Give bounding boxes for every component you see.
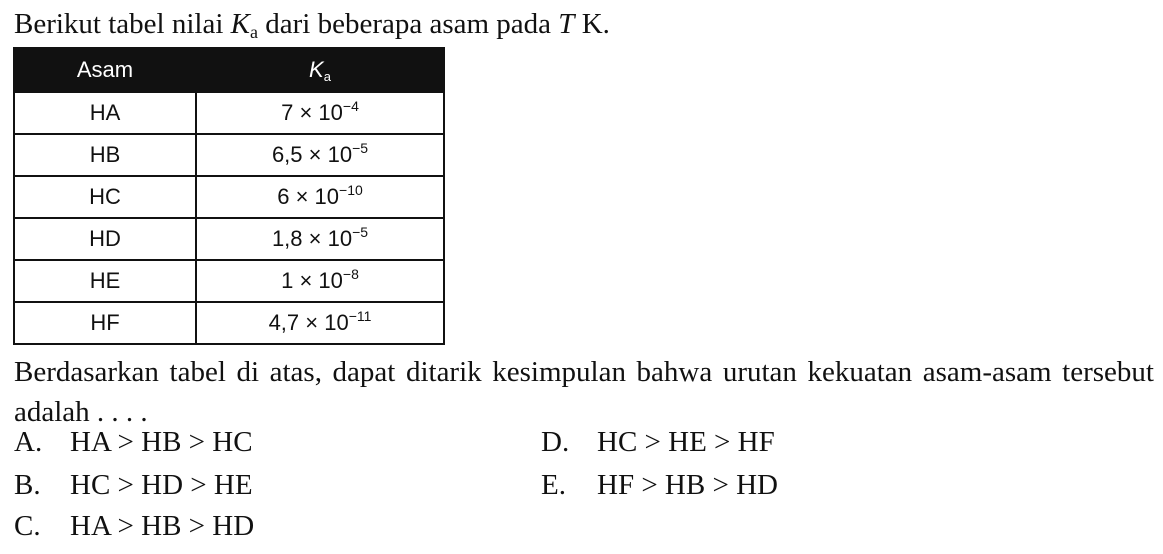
- table-row: [14, 92, 444, 134]
- ka-exponent: −11: [348, 308, 372, 324]
- acid-cell: HD: [14, 218, 196, 260]
- header-ka: [196, 48, 444, 92]
- ka-symbol: K: [230, 8, 250, 40]
- acid-cell: HB: [14, 134, 196, 176]
- intro-text-start: Berikut tabel nilai: [14, 8, 231, 40]
- option-letter: A.: [14, 426, 43, 458]
- header-ka-subscript: a: [323, 69, 331, 84]
- option-letter: D.: [541, 426, 570, 458]
- ka-mantissa: 1 × 10: [281, 268, 343, 293]
- option-letter: E.: [541, 469, 566, 501]
- temperature-symbol: T: [558, 8, 575, 40]
- header-ka-symbol: K: [309, 57, 324, 82]
- ka-exponent: −8: [342, 266, 359, 282]
- intro-text-end: K.: [574, 8, 610, 40]
- header-acid: Asam: [14, 48, 196, 92]
- ka-cell: [196, 176, 444, 218]
- ka-subscript: a: [249, 22, 258, 42]
- option-b[interactable]: [14, 467, 253, 503]
- ka-cell: [196, 302, 444, 344]
- ka-cell: [196, 218, 444, 260]
- table-row: [14, 134, 444, 176]
- intro-text-middle: dari beberapa asam pada: [257, 8, 559, 40]
- ka-mantissa: 7 × 10: [281, 100, 343, 125]
- ka-cell: [196, 260, 444, 302]
- ka-table: [13, 47, 445, 345]
- table-row: [14, 176, 444, 218]
- ka-mantissa: 6,5 × 10: [271, 142, 353, 167]
- ka-cell: [196, 134, 444, 176]
- ka-mantissa: 4,7 × 10: [268, 310, 349, 335]
- acid-cell: HA: [14, 92, 196, 134]
- ka-exponent: −5: [352, 140, 369, 156]
- option-d[interactable]: [541, 424, 775, 460]
- ka-exponent: −10: [339, 182, 363, 198]
- ka-cell: [196, 92, 444, 134]
- option-letter: B.: [14, 469, 41, 501]
- option-text: HC > HD > HE: [70, 469, 253, 501]
- option-letter: C.: [14, 510, 41, 542]
- option-text: HC > HE > HF: [597, 426, 775, 458]
- table-header-row: [14, 48, 444, 92]
- option-text: HF > HB > HD: [597, 469, 778, 501]
- intro-sentence: [14, 6, 610, 42]
- acid-cell: HE: [14, 260, 196, 302]
- ka-mantissa: 1,8 × 10: [271, 226, 353, 251]
- option-a[interactable]: [14, 424, 253, 460]
- acid-cell: HF: [14, 302, 196, 344]
- option-e[interactable]: [541, 467, 778, 503]
- table-row: [14, 218, 444, 260]
- table-row: [14, 260, 444, 302]
- ka-exponent: −5: [352, 224, 369, 240]
- question-text: Berdasarkan tabel di atas, dapat ditarik kesimpulan bahwa urutan kekuatan asam-asam tersebut adalah . . . .: [14, 356, 1154, 428]
- ka-mantissa: 6 × 10: [277, 184, 340, 209]
- table-row: [14, 302, 444, 344]
- acid-cell: HC: [14, 176, 196, 218]
- option-text: HA > HB > HC: [70, 426, 253, 458]
- option-c[interactable]: [14, 508, 254, 544]
- option-text: HA > HB > HD: [70, 510, 255, 542]
- ka-exponent: −4: [342, 98, 359, 114]
